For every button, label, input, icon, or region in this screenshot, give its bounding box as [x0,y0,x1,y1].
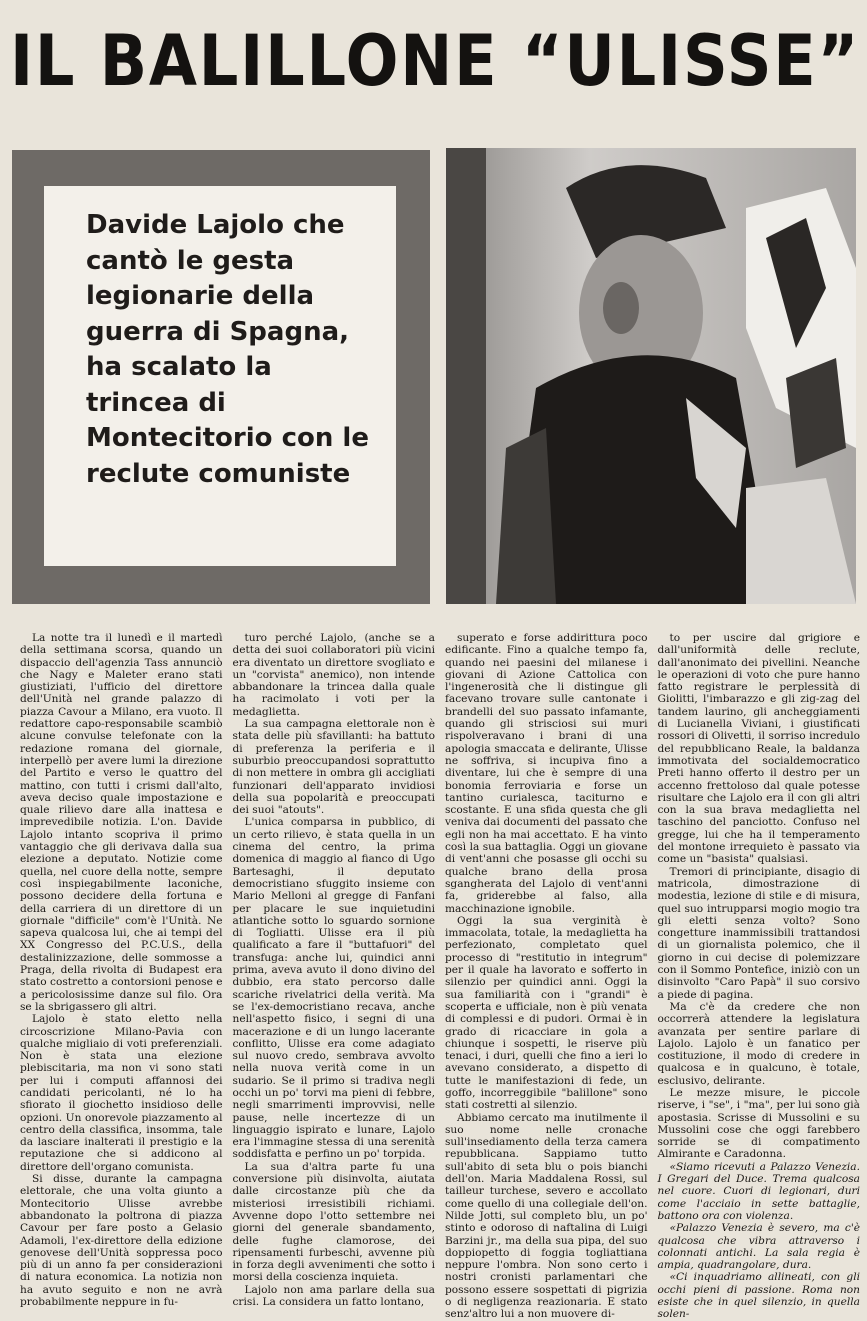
article-paragraph: «Ci inquadriamo allineati, con gli occhi pieni di passione. Roma non esiste che in quel silenzio, in quella solen- [657,1271,860,1321]
article-column-1 [20,632,223,1309]
article-paragraph: «Siamo ricevuti a Palazzo Venezia. I Gregari del Duce. Trema qualcosa nel cuore. Cuori di legionari, duri come l'acciaio in sette battaglie, battono ora con violenza. [657,1160,860,1222]
article-paragraph: Oggi la sua verginità è immacolata, totale, la medaglietta ha perfezionato, completato quel processo di "restitutio in integrum" per il quale ha lavorato e sofferto in silenzio per quindici anni. Oggi la sua familiarità con i "grandi" è scoperta e ufficiale, non è più venata di complessi e di pudori. Ormai è in grado di ricacciare in gola a chiunque i sospetti, le riserve più tenaci, i duri, quelli che fino a ieri lo avevano considerato, a dispetto di tutte le manifestazioni di fede, un goffo, incorreggibile "balillone" sono stati costretti al silenzio. [445,914,648,1112]
article-paragraph: Ma c'è da credere che non occorrerà attendere la legislatura avanzata per sentire parlare di Lajolo. Lajolo è un fanatico per costituzione, il modo di credere in qualcosa e in qualcuno, è totale, esclusivo, delirante. [657,1000,860,1087]
article-paragraph: turo perché Lajolo, (anche se a detta dei suoi collaboratori più vicini era diventato un direttore svogliato e un "corvista" anemico), non intende abbandonare la trincea dalla quale ha racimolato i voti per la medaglietta. [232,632,435,718]
portrait-photo-graphic [446,148,856,604]
article-paragraph: superato e forse addirittura poco edificante. Fino a qualche tempo fa, quando nei paesini del milanese i giovani di Azione Cattolica con l'ingenerosità che li distingue gli facevano trovare sulle cantonate i brandelli del suo passato infamante, quando gli strisciosi sui muri rispolveravano i brani di una apologia smaccata e delirante, Ulisse ne soffriva, si incupiva fino a diventare, lui che è sempre di una bonomia ferroviaria e forse un tantino curialesca, taciturno e scostante. E una sfida questa che gli veniva dai documenti del passato che egli non ha mai accettato. E ha vinto così la sua battaglia. Oggi un giovane di vent'anni che posasse gli occhi su qualche brano della prosa sgangherata del Lajolo di vent'anni fa, griderebbe al falso, alla macchinazione ignobile. [445,632,648,915]
promo-box [12,150,430,604]
promo-panel [44,186,396,566]
article-body [20,632,860,1321]
article-paragraph: Si disse, durante la campagna elettorale, che una volta giunto a Montecitorio Ulisse avrebbe abbandonato la poltrona di piazza Cavour per fare posto a Gelasio Adamoli, l'ex-direttore della edizione genovese dell'Unità soppressa poco più di un anno fa per considerazioni di natura economica. La notizia non ha avuto seguito e non ne avrà probabilmente neppure in fu- [20,1173,223,1309]
article-paragraph: to per uscire dal grigiore e dall'uniformità delle reclute, dall'anonimato dei pivellini. Neanche le operazioni di voto che pure hanno fatto registrare le perplessità di Giolitti, l'imbarazzo e gli zig-zag del tandem laurino, gli ancheggiamenti di Lucianella Viviani, i giustificati rossori di Olivetti, il sorriso incredulo del repubblicano Reale, la baldanza immotivata del socialdemocratico Preti hanno offerto il destro per un accenno frettoloso dal quale potesse risultare che Lajolo era il con gli altri con la sua brava medaglietta nel taschino del panciotto. Confuso nel gregge, lui che ha il temperamento del montone irrequieto è passato via come un "basista" qualsiasi. [657,632,860,866]
article-paragraph: Abbiamo cercato ma inutilmente il suo nome nelle cronache sull'insediamento della terza camera repubblicana. Sappiamo tutto sull'abito di seta blu o pois bianchi dell'on. Maria Maddalena Rossi, sul tailleur turchese, severo e accollato come quello di una collegiale dell'on. Nilde Jotti, sul completo blu, un po' stinto e odoroso di naftalina di Luigi Barzini jr., ma della sua pipa, del suo doppiopetto di foggia togliattiana neppure l'ombra. Non sono certo i nostri cronisti parlamentari che possono essere sospettati di pigrizia o di negligenza reazionaria. E stato senz'altro lui a non muovere di- [445,1111,648,1321]
article-paragraph: Tremori di principiante, disagio di matricola, dimostrazione di modestia, lezione di stile e di misura, quel suo intrupparsi mogio mogio tra gli eletti senza volto? Sono congetture inammissibili trattandosi di un giornalista polemico, che il giorno in cui decise di polemizzare con il Sommo Pontefice, iniziò con un disinvolto "Caro Papà" il suo corsivo a piede di pagina. [657,865,860,1001]
article-paragraph: L'unica comparsa in pubblico, di un certo rilievo, è stata quella in un cinema del centro, la prima domenica di maggio al fianco di Ugo Bartesaghi, il deputato democristiano sfuggito insieme con Mario Melloni al gregge di Fanfani per placare le sue inquietudini atlantiche sotto lo sguardo sornione di Togliatti. Ulisse era il più qualificato a fare il "buttafuori" del transfuga: anche lui, quindici anni prima, aveva avuto il dono divino del dubbio, era stato percorso dalle scariche rivelatrici della verità. Ma se l'ex-democristiano recava, anche nell'aspetto fisico, i segni di una macerazione e di un lungo lacerante conflitto, Ulisse era come adagiato sul nuovo credo, sembrava avvolto nella nuova verità come in un sudario. Se il primo si tradiva negli occhi un po' torvi ma pieni di febbre, negli smarrimenti improvvisi, nelle pause, nelle incertezze di un linguaggio ispirato e lunare, Lajolo era l'immagine stessa di una serenità soddisfatta e perfino un po' torpida. [232,816,435,1161]
article-paragraph: Lajolo è stato eletto nella circoscrizione Milano-Pavia con qualche migliaio di voti preferenziali. Non è stata una elezione plebiscitaria, ma non vi sono stati per lui i computi affannosi dei candidati pericolanti, né lo ha sfiorato il giochetto insidioso delle opzioni. Un onorevole piazzamento al centro della classifica, insomma, tale da lasciare inalterati il prestigio e la reputazione che si addicono al direttore dell'organo comunista. [20,1013,223,1173]
article-paragraph: Lajolo non ama parlare della sua crisi. La considera un fatto lontano, [232,1283,435,1309]
article-paragraph: La sua campagna elettorale non è stata delle più sfavillanti: ha battuto di preferenza la periferia e il suburbio preoccupandosi soprattutto di non mettere in ombra gli accigliati funzionari dell'apparato invidiosi della sua popolarità e preoccupati dei suoi "atouts". [232,718,435,817]
portrait-photo [446,148,856,604]
article-paragraph: La notte tra il lunedì e il martedì della settimana scorsa, quando un dispaccio dell'agenzia Tass annunciò che Nagy e Maleter erano stati giustiziati, l'ufficio del direttore dell'Unità nel grande palazzo di piazza Cavour a Milano, era vuoto. Il redattore capo-responsabile scambiò alcune convulse telefonate con la redazione romana del giornale, interpellò per avere lumi la direzione del Partito e verso le quattro del mattino, con tutti i crismi dall'alto, aveva deciso quale impostazione e quale rilievo dare alla inattesa e imprevedibile notizia. L'on. Davide Lajolo intanto scopriva il primo vantaggio che gli derivava dalla sua elezione a deputato. Notizie come quella, nel cuore della notte, sempre così inspiegabilmente laconiche, possono decidere della fortuna e della carriera di un direttore di un giornale "difficile" com'è l'Unità. Ne sapeva qualcosa lui, che ai tempi del XX Congresso del P.C.U.S., della destalinizzazione, delle sommosse a Praga, della rivolta di Budapest era stato costretto a contorsioni penose e a pericolosissime danze sul filo. Ora se la sbrigassero gli altri. [20,632,223,1013]
headline: IL BALILLONE “ULISSE” [10,20,861,102]
article-paragraph: Le mezze misure, le piccole riserve, i "se", i "ma", per lui sono già apostasia. Scrisse di Mussolini e su Mussolini cose che oggi farebbero sorride se di compatimento Almirante e Caradonna. [657,1086,860,1161]
promo-text: Davide Lajolo che cantò le gesta legionarie della guerra di Spagna, ha scalato la trincea di Montecitorio con le reclute comuniste [86,210,369,489]
article-paragraph: La sua d'altra parte fu una conversione più disinvolta, aiutata dalle circostanze più che da misteriosi irresistibili richiami. Avvenne dopo l'otto settembre nei giorni del generale sbandamento, delle fughe clamorose, dei ripensamenti furbeschi, avvenne più in forza degli avvenimenti che sotto i morsi della coscienza inquieta. [232,1160,435,1284]
article-paragraph: «Palazzo Venezia è severo, ma c'è qualcosa che vibra attraverso i colonnati antichi. La sala regia è ampia, quadrangolare, dura. [657,1222,860,1272]
article-column-3 [445,632,648,1321]
article-column-2 [232,632,436,1309]
article-column-4 [657,632,861,1321]
